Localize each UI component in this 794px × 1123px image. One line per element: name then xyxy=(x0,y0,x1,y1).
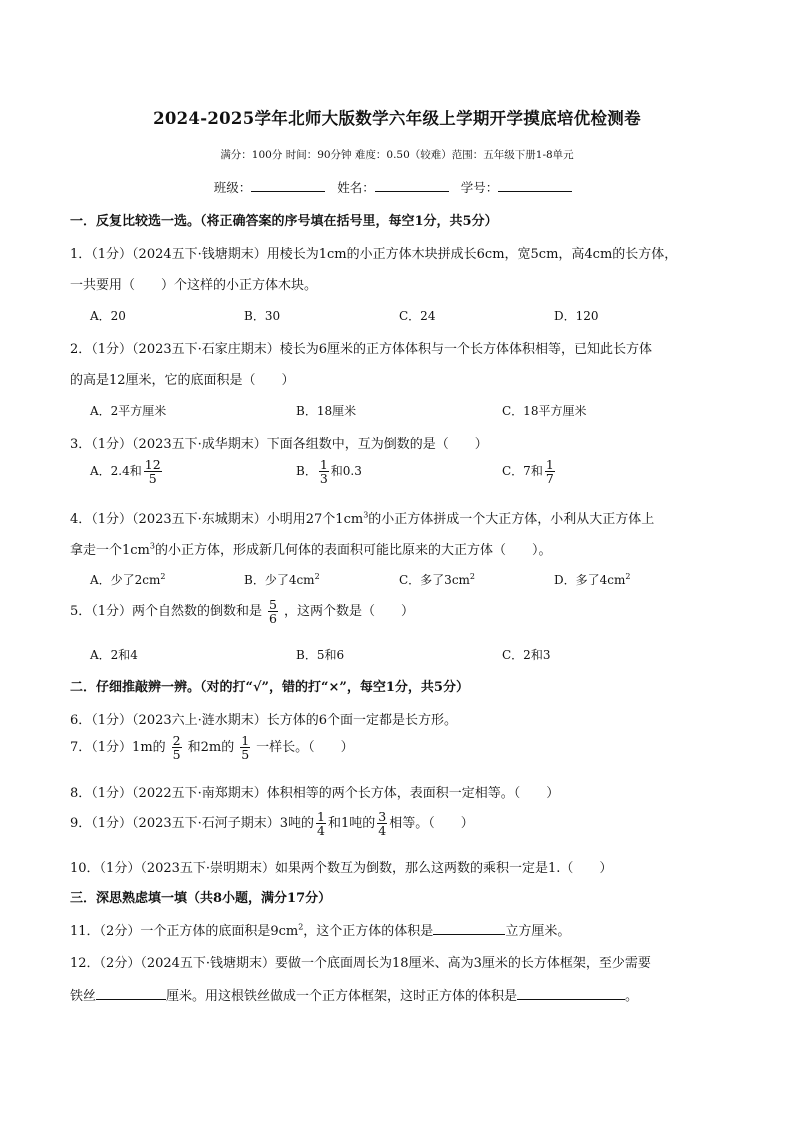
q5-option-b[interactable]: B．5和6 xyxy=(296,648,345,662)
q12-text: 铁丝 xyxy=(70,989,97,1004)
q3-c-fraction xyxy=(545,458,555,485)
q12-mid: 厘米。用这根铁丝做成一个正方体框架，这时正方体的体积是 xyxy=(166,989,518,1004)
q4-option-c[interactable] xyxy=(399,571,475,588)
q8-line: 8．（1分）（2022五下·南郑期末）体积相等的两个长方体，表面积一定相等。（ ） xyxy=(70,786,560,801)
q2-options xyxy=(90,402,740,426)
q5-fraction xyxy=(268,598,278,625)
section-3-heading: 三．深思熟虑填一填（共8小题，满分17分） xyxy=(70,891,332,906)
q11-text: 11．（2分）一个正方体的底面积是9cm xyxy=(70,924,299,939)
superscript: 2 xyxy=(469,572,476,581)
q2-line2: 的高是12厘米，它的底面积是（ ） xyxy=(70,373,295,388)
numerator: 1 xyxy=(317,809,325,824)
q5-post: ，这两个数是（ ） xyxy=(284,604,415,620)
q3-b-fraction xyxy=(319,458,329,485)
q2-option-c[interactable]: C．18平方厘米 xyxy=(502,404,587,418)
denominator: 4 xyxy=(378,823,387,839)
q9-mid: 和1吨的 xyxy=(327,816,376,832)
superscript: 3 xyxy=(363,510,369,520)
name-label: 姓名： xyxy=(337,180,375,195)
q4-line2-a: 拿走一个1cm xyxy=(70,543,150,558)
q7-fraction-1 xyxy=(172,734,182,761)
q4-line1-b: 的小正方体拼成一个大正方体，小利从大正方体上 xyxy=(368,512,655,527)
superscript: 2 xyxy=(625,572,631,581)
q6-line: 6．（1分）（2023六上·涟水期末）长方体的6个面一定都是长方形。 xyxy=(70,713,458,728)
name-blank[interactable] xyxy=(375,179,449,192)
q3-a-fraction xyxy=(144,458,162,485)
section-1-heading: 一．反复比较选一选。（将正确答案的序号填在括号里，每空1分，共5分） xyxy=(70,214,498,229)
q2-line1: 2．（1分）（2023五下·石家庄期末）棱长为6厘米的正方体体积与一个长方体体积相等，已知此长方体 xyxy=(70,342,653,357)
class-label: 班级： xyxy=(213,180,252,195)
q11-post: 立方厘米。 xyxy=(505,924,571,939)
q3-b-post: 和0.3 xyxy=(330,464,362,479)
option-text: D．多了4cm xyxy=(554,573,626,587)
numerator: 2 xyxy=(172,733,181,748)
q9-line xyxy=(70,810,474,837)
q4-option-b[interactable] xyxy=(244,571,320,588)
q12-answer-blank-2[interactable] xyxy=(517,985,625,1000)
q1-option-d[interactable]: D．120 xyxy=(554,309,599,323)
superscript: 2 xyxy=(298,922,304,932)
section-2-heading: 二．仔细推敲辨一辨。（对的打“√”，错的打“×”，每空1分，共5分） xyxy=(70,680,469,695)
option-text: C．多了3cm xyxy=(399,573,470,587)
numerator: 1 xyxy=(319,457,328,472)
q4-options xyxy=(90,571,740,595)
denominator: 5 xyxy=(172,747,181,763)
superscript: 2 xyxy=(314,572,320,581)
q4-line2-b: 的小正方体，形成新几何体的表面积可能比原来的大正方体（ ）。 xyxy=(154,543,552,558)
q7-text: 7．（1分）1m的 xyxy=(70,740,166,756)
option-text: A．少了2cm xyxy=(90,573,161,587)
q2-option-b[interactable]: B．18厘米 xyxy=(296,404,357,418)
q5-text: 5．（1分）两个自然数的倒数和是 xyxy=(70,604,263,620)
q7-fraction-2 xyxy=(240,734,250,761)
class-blank[interactable] xyxy=(251,179,325,192)
superscript: 2 xyxy=(160,572,166,581)
q3-option-a[interactable] xyxy=(90,458,164,485)
q1-option-b[interactable]: B．30 xyxy=(244,309,281,323)
exam-meta: 满分：100分 时间：90分钟 难度：0.50（较难）范围：五年级下册1-8单元 xyxy=(220,149,574,161)
q4-line2 xyxy=(70,539,552,558)
denominator: 5 xyxy=(241,747,250,763)
q7-line xyxy=(70,734,354,761)
q11-answer-blank[interactable] xyxy=(433,920,505,935)
q4-line1-a: 4．（1分）（2023五下·东城期末）小明用27个1cm xyxy=(70,512,364,527)
q10-line: 10．（1分）（2023五下·崇明期末）如果两个数互为倒数，那么这两数的乘积一定是1.（ ） xyxy=(70,861,613,876)
q12-line2 xyxy=(70,985,638,1004)
q3-b-text: B． xyxy=(296,464,317,479)
q3-a-text: A．2.4和 xyxy=(90,464,142,479)
numerator: 3 xyxy=(378,809,387,824)
q12-line1: 12．（2分）（2024五下·钱塘期末）要做一个底面周长为18厘米、高为3厘米的长方体框架，至少需要 xyxy=(70,956,651,971)
denominator: 5 xyxy=(148,471,157,487)
numerator: 5 xyxy=(269,597,277,612)
numerator: 1 xyxy=(545,457,554,472)
q4-option-d[interactable] xyxy=(554,571,630,588)
q7-post: 一样长。（ ） xyxy=(256,740,354,756)
q4-option-a[interactable] xyxy=(90,571,166,588)
numerator: 1 xyxy=(241,733,250,748)
q5-options xyxy=(90,646,740,670)
q5-option-c[interactable]: C．2和3 xyxy=(502,648,551,662)
q11-mid: ，这个正方体的体积是 xyxy=(303,924,434,939)
q3-line1: 3．（1分）（2023五下·成华期末）下面各组数中，互为倒数的是（ ） xyxy=(70,437,488,452)
q3-option-c[interactable] xyxy=(502,458,557,485)
q1-line2: 一共要用（ ）个这样的小正方体木块。 xyxy=(70,278,318,293)
q1-option-a[interactable]: A．20 xyxy=(90,309,126,323)
denominator: 4 xyxy=(317,823,325,839)
q2-option-a[interactable]: A．2平方厘米 xyxy=(90,404,167,418)
id-label: 学号： xyxy=(460,180,499,195)
q9-fraction-1 xyxy=(316,810,326,837)
q7-mid: 和2m的 xyxy=(187,740,235,756)
q5-line xyxy=(70,598,414,625)
id-blank[interactable] xyxy=(498,179,572,192)
q12-post: 。 xyxy=(625,989,639,1004)
q9-post: 相等。（ ） xyxy=(389,816,474,832)
denominator: 3 xyxy=(319,471,328,487)
q3-c-text: C．7和 xyxy=(502,464,543,479)
q1-options xyxy=(90,307,740,331)
option-text: B．少了4cm xyxy=(244,573,315,587)
q9-text: 9．（1分）（2023五下·石河子期末）3吨的 xyxy=(70,816,315,832)
superscript: 3 xyxy=(149,541,155,551)
student-info-line xyxy=(0,178,794,196)
q4-line1 xyxy=(70,508,654,527)
q3-option-b[interactable] xyxy=(296,458,362,485)
q12-answer-blank-1[interactable] xyxy=(96,985,166,1000)
page-title: 2024-2025学年北师大版数学六年级上学期开学摸底培优检测卷 xyxy=(153,109,641,128)
q11-line xyxy=(70,920,570,939)
q3-options xyxy=(90,458,740,498)
denominator: 7 xyxy=(545,471,554,487)
numerator: 12 xyxy=(144,457,161,472)
q5-option-a[interactable]: A．2和4 xyxy=(90,648,138,662)
denominator: 6 xyxy=(269,611,277,627)
q9-fraction-2 xyxy=(377,810,387,837)
q1-option-c[interactable]: C．24 xyxy=(399,309,436,323)
q1-line1: 1．（1分）（2024五下·钱塘期末）用棱长为1cm的小正方体木块拼成长6cm，宽5cm，高4cm的长方体， xyxy=(70,247,678,262)
